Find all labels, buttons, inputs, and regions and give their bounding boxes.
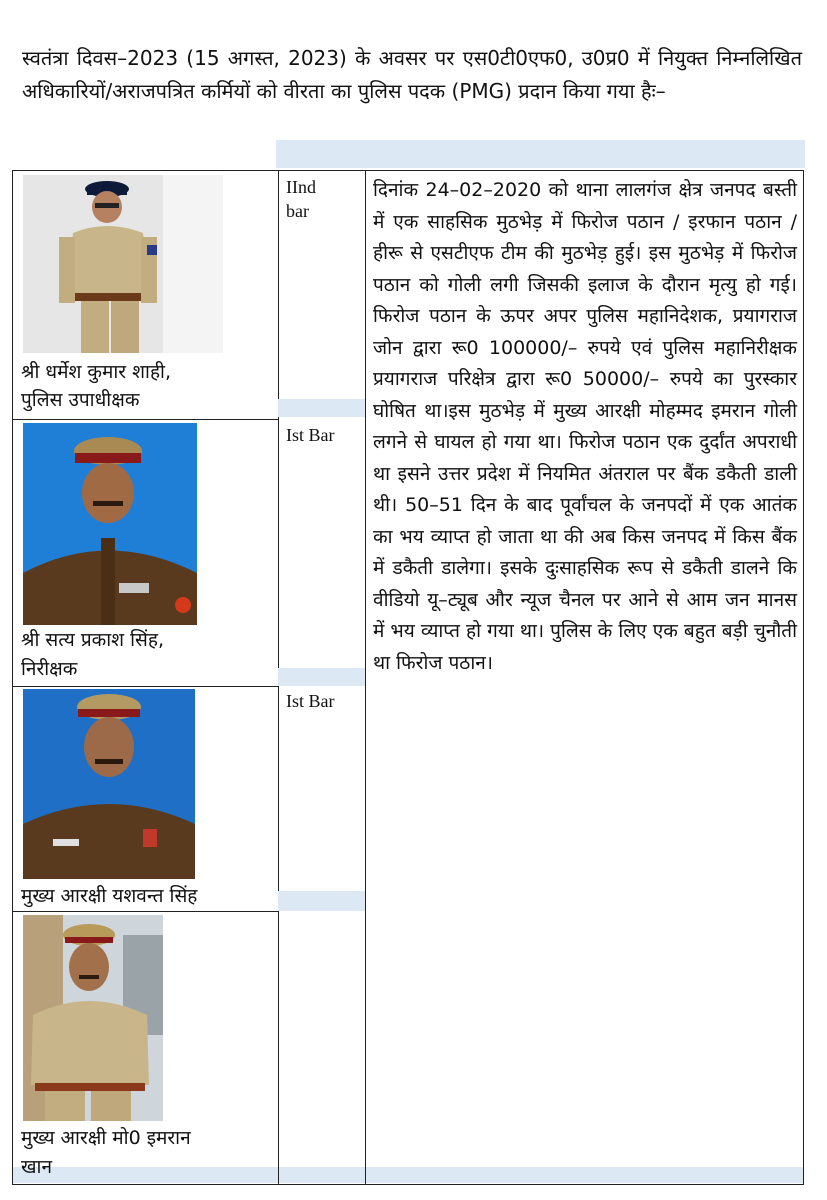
officer-name-2: श्री सत्य प्रकाश सिंह, [21, 629, 165, 651]
officer-photo-2 [23, 423, 197, 625]
row-band-2 [278, 668, 365, 686]
officer-name-1: श्री धर्मेश कुमार शाही, [21, 361, 171, 383]
officer-photo-4 [23, 915, 163, 1121]
intro-paragraph: स्वतंत्रा दिवस–2023 (15 अगस्त, 2023) के अवसर पर एस0टी0एफ0, उ0प्र0 में नियुक्त निम्नलिखित अधिकारियों/अराजपत्रित कर्मियों को वीरता का पुलिस पदक (PMG) प्रदान किया गया हैः– [22, 46, 802, 103]
row-band-1 [278, 399, 365, 417]
awards-table [12, 170, 804, 1185]
officer-rank-2: निरीक्षक [21, 658, 78, 680]
officer-rank-1: पुलिस उपाधीक्षक [21, 389, 140, 411]
col-divider-2 [365, 171, 366, 1184]
row-divider-2 [13, 686, 278, 687]
officer-rank-4: खान [21, 1156, 53, 1178]
row-divider-3 [13, 911, 278, 912]
officer-name-4: मुख्य आरक्षी मो0 इमरान [21, 1127, 191, 1149]
officer-bar-2: Ist Bar [286, 425, 335, 445]
officer-photo-3 [23, 689, 195, 879]
officer-photo-1 [23, 175, 223, 353]
header-band [276, 140, 805, 168]
row-band-3 [278, 891, 365, 911]
officer-name-3: मुख्य आरक्षी यशवन्त सिंह [21, 885, 198, 907]
officer-bar-3: Ist Bar [286, 691, 335, 711]
row-divider-1 [13, 419, 278, 420]
encounter-description: दिनांक 24–02–2020 को थाना लालगंज क्षेत्र जनपद बस्ती में एक साहसिक मुठभेड़ में फिरोज पठान / इरफान पठान / हीरू से एसटीएफ टीम की मुठभेड़ हुई। इस मुठभेड़ में फिरोज पठान को गोली लगी जिसकी इलाज के दौरान मृत्यु हो गई। फिरोज पठान के ऊपर अपर पुलिस महानिदेशक, प्रयागराज जोन द्वारा रू0 100000/– रुपये एवं पुलिस महानिरीक्षक प्रयागराज परिक्षेत्र द्वारा रू0 50000/– रुपये का पुरस्कार घोषित था।इस मुठभेड़ में मुख्य आरक्षी मोहम्मद इमरान गोली लगने से घायल हो गया था। फिरोज पठान एक दुर्दांत अपराधी था इसने उत्तर प्रदेश में नियमित अंतराल पर बैंक डकैती डाली थी। 50–51 दिन के बाद पूर्वांचल के जनपदों में एक आतंक का भय व्याप्त हो जाता था की अब किस जनपद में किस बैंक में डकैती डालेगा। इसके दुःसाहसिक रूप से डकैती डालने कि वीडियो यू–ट्यूब और न्यूज चैनल पर आने से आम जन मानस में भय व्याप्त हो गया था। पुलिस के लिए एक बहुत बड़ी चुनौती था फिरोज पठान। [373, 179, 797, 674]
officer-bar-1: IInd bar [286, 177, 316, 221]
